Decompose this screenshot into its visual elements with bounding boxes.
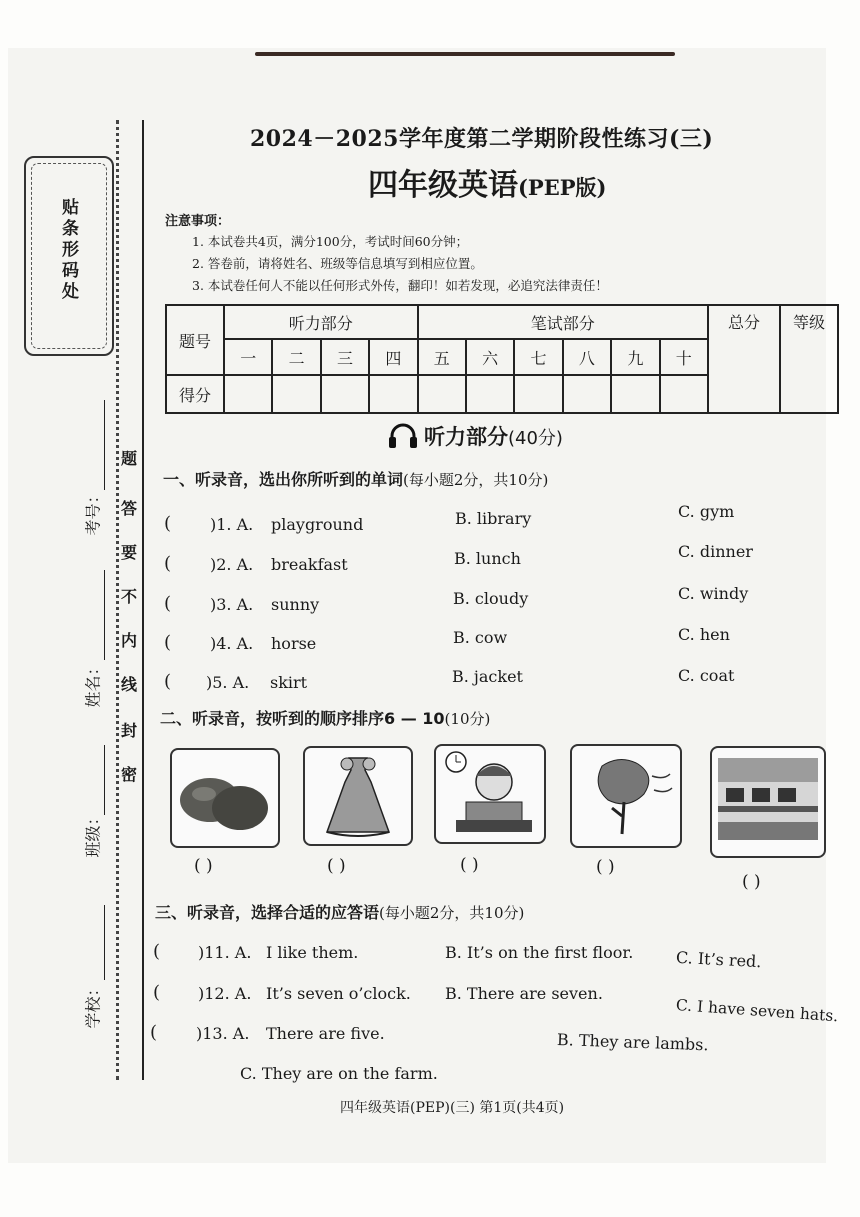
class-label: 班级： [83,809,103,858]
question-number: )4. A. [210,634,254,653]
note-item: 1. 本试卷共4页，满分100分，考试时间60分钟； [192,234,469,249]
seal-char: 题 [120,449,137,468]
option-a: horse [271,634,317,653]
option-a: skirt [270,673,308,692]
edition-label: (PEP版) [518,175,607,200]
exam-subject [368,160,606,204]
score-table [165,304,839,414]
picture-potatoes [170,748,280,848]
question-number: )11. A. [198,943,252,962]
option-c: C. hen [678,625,730,644]
seal-char: 线 [120,675,137,694]
question-number: )12. A. [198,984,252,1003]
listening-title [424,421,563,451]
binding-line [142,120,144,1080]
col-5: 五 [418,339,466,375]
option-a: There are five. [266,1024,385,1043]
headphones-icon [388,422,418,450]
tree-wind-icon [572,746,680,846]
option-b: B. It’s on the first floor. [445,943,634,962]
order-answer-slot[interactable]: ( ) [742,872,761,892]
section2-heading [160,706,490,729]
computer-room-icon [712,748,824,856]
score-cell[interactable] [418,375,466,413]
question-number: )13. A. [196,1024,250,1043]
answer-paren[interactable]: ( [164,593,172,614]
exam-no-field[interactable] [104,400,105,490]
total-header: 总分 [708,305,780,413]
page-footer: 四年级英语(PEP)(三) 第1页(共4页) [340,1100,565,1116]
col-9: 九 [611,339,659,375]
order-answer-slot[interactable]: ( ) [460,855,479,875]
exam-title: 2024－2025学年度第二学期阶段性练习(三) [250,126,714,152]
option-a: playground [271,515,364,534]
option-b: B. They are lambs. [556,1030,709,1055]
order-answer-slot[interactable]: ( ) [327,856,346,876]
picture-dress [303,746,413,846]
option-b: B. cow [453,628,508,647]
picture-computer-room [710,746,826,858]
question-number: )3. A. [210,595,254,614]
row-label-score: 得分 [166,375,224,413]
col-1: 一 [224,339,272,375]
option-c: C. They are on the farm. [240,1064,438,1083]
question-number: )5. A. [206,673,250,692]
option-c: C. gym [678,502,735,521]
answer-paren[interactable]: ( [164,632,172,653]
option-c: C. dinner [678,542,753,561]
section1-title: 一、听录音，选出你所听到的单词 [163,470,404,489]
seal-char: 答 [120,499,137,518]
listening-points: (40分) [508,428,563,449]
potato-icon [172,750,278,846]
listening-part-header: 听力部分 [224,305,418,339]
paper-edge [255,52,675,56]
subject-name: 四年级英语 [368,168,518,203]
option-a: It’s seven o’clock. [266,984,411,1003]
exam-no-label: 考号： [83,487,103,536]
col-8: 八 [563,339,611,375]
section1-points: (每小题2分，共10分) [403,471,549,489]
note-item: 3. 本试卷任何人不能以任何形式外传，翻印！如若发现，必追究法律责任！ [192,278,608,293]
answer-paren[interactable]: ( [153,982,161,1003]
picture-windy [570,744,682,848]
question-number: )2. A. [210,555,254,574]
seal-char: 密 [120,765,137,784]
option-b: B. jacket [452,667,523,686]
option-b: B. lunch [454,549,521,568]
boy-clock-icon [436,746,544,842]
seal-char: 不 [120,587,137,606]
picture-get-up [434,744,546,844]
row-label-question-no: 题号 [166,305,224,375]
score-cell[interactable] [321,375,369,413]
option-a: I like them. [266,943,359,962]
order-answer-slot[interactable]: ( ) [596,857,615,877]
section2-title: 二、听录音，按听到的顺序排序6 — 10 [160,709,445,728]
grade-header: 等级 [780,305,838,413]
col-7: 七 [514,339,562,375]
name-label: 姓名： [83,659,103,708]
answer-paren[interactable]: ( [150,1022,158,1043]
seal-char: 要 [120,543,137,562]
school-field[interactable] [104,905,105,980]
note-item: 2. 答卷前，请将姓名、班级等信息填写到相应位置。 [192,256,483,271]
option-c: C. coat [678,666,735,685]
option-a: breakfast [271,555,348,574]
barcode-area [24,156,114,356]
class-field[interactable] [104,745,105,815]
score-cell[interactable] [224,375,272,413]
col-2: 二 [272,339,320,375]
score-cell[interactable] [466,375,514,413]
answer-paren[interactable]: ( [164,513,172,534]
option-b: B. library [455,509,532,528]
order-answer-slot[interactable]: ( ) [194,856,213,876]
score-cell[interactable] [660,375,708,413]
score-cell[interactable] [611,375,659,413]
option-b: B. There are seven. [445,984,603,1003]
score-cell[interactable] [369,375,417,413]
name-field[interactable] [104,570,105,660]
barcode-label: 贴条形码处 [58,198,78,303]
section3-title: 三、听录音，选择合适的应答语 [155,903,380,922]
answer-paren[interactable]: ( [153,941,161,962]
listening-title-text: 听力部分 [424,425,508,449]
seal-char: 内 [120,631,137,650]
option-b: B. cloudy [453,589,529,608]
school-label: 学校： [83,980,103,1029]
notes-heading: 注意事项： [165,214,231,229]
writing-part-header: 笔试部分 [418,305,708,339]
section3-heading [155,900,524,923]
seal-char: 封 [120,721,137,740]
section3-points: (每小题2分，共10分) [379,904,525,922]
section2-points: (10分) [444,710,491,728]
option-c: C. windy [678,584,749,603]
option-a: sunny [271,595,320,614]
col-10: 十 [660,339,708,375]
score-cell[interactable] [272,375,320,413]
score-cell[interactable] [514,375,562,413]
option-c: C. It’s red. [675,947,762,972]
col-3: 三 [321,339,369,375]
section1-heading [163,467,548,490]
col-4: 四 [369,339,417,375]
dress-icon [305,748,411,844]
score-cell[interactable] [563,375,611,413]
option-c: C. I have seven hats. [675,996,839,1026]
col-6: 六 [466,339,514,375]
question-number: )1. A. [210,515,254,534]
answer-paren[interactable]: ( [164,553,172,574]
answer-paren[interactable]: ( [164,671,172,692]
